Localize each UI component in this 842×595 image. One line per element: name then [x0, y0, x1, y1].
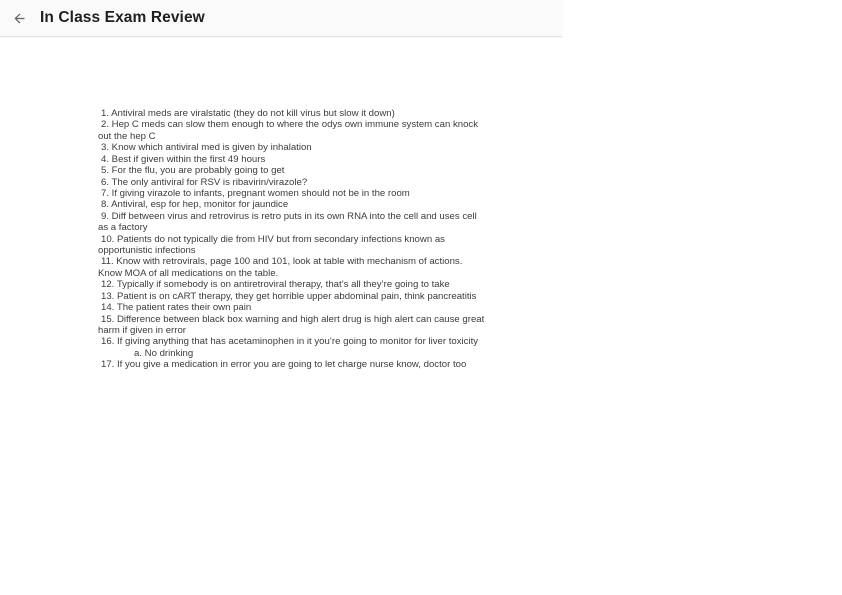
list-item: 8. Antiviral, esp for hep, monitor for jaundice	[101, 199, 289, 211]
list-item: 9. Diff between virus and retrovirus is retro puts in its own RNA into the cell and uses cell as a factory	[98, 210, 477, 234]
list-item: 1. Antiviral meds are viralstatic (they do not kill virus but slow it down)	[101, 108, 395, 119]
list-sub-item: a. No drinking	[134, 347, 194, 359]
document-scroll-area[interactable]	[0, 38, 562, 595]
list-item: 4. Best if given within the first 49 hours	[101, 153, 266, 165]
exam-review-list	[98, 108, 488, 371]
list-item: 2. Hep C meds can slow them enough to where the odys own immune system can knock out the hep C	[98, 119, 479, 142]
page-title: In Class Exam Review	[40, 9, 205, 26]
list-item: 6. The only antiviral for RSV is ribavirin/virazole?	[101, 176, 308, 188]
list-item: 16. If giving anything that has acetaminophen in it you’re going to monitor for liver toxicity	[101, 336, 479, 348]
back-button[interactable]	[8, 7, 30, 29]
list-item: 17. If you give a medication in error you are going to let charge nurse know, doctor too	[101, 359, 467, 371]
list-item: 11. Know with retrovirals, page 100 and 101, look at table with mechanism of actions. Know MOA of all medications on the table.	[98, 256, 463, 279]
list-item: 10. Patients do not typically die from HIV but from secondary infections known as opportunistic infections	[98, 233, 445, 257]
list-item: 12. Typically if somebody is on antiretroviral therapy, that’s all they’re going to take	[101, 279, 450, 291]
list-item: 7. If giving virazole to infants, pregnant women should not be in the room	[101, 187, 410, 199]
list-item: 13. Patient is on cART therapy, they get horrible upper abdominal pain, think pancreatitis	[101, 290, 477, 302]
app-header	[0, 0, 562, 37]
list-item: 15. Difference between black box warning and high alert drug is high alert can cause great harm if given in error	[98, 313, 485, 337]
arrow-back-icon	[12, 11, 27, 26]
list-item: 3. Know which antiviral med is given by inhalation	[101, 142, 312, 154]
list-item: 5. For the flu, you are probably going to get	[101, 165, 285, 177]
list-item: 14. The patient rates their own pain	[101, 302, 252, 314]
